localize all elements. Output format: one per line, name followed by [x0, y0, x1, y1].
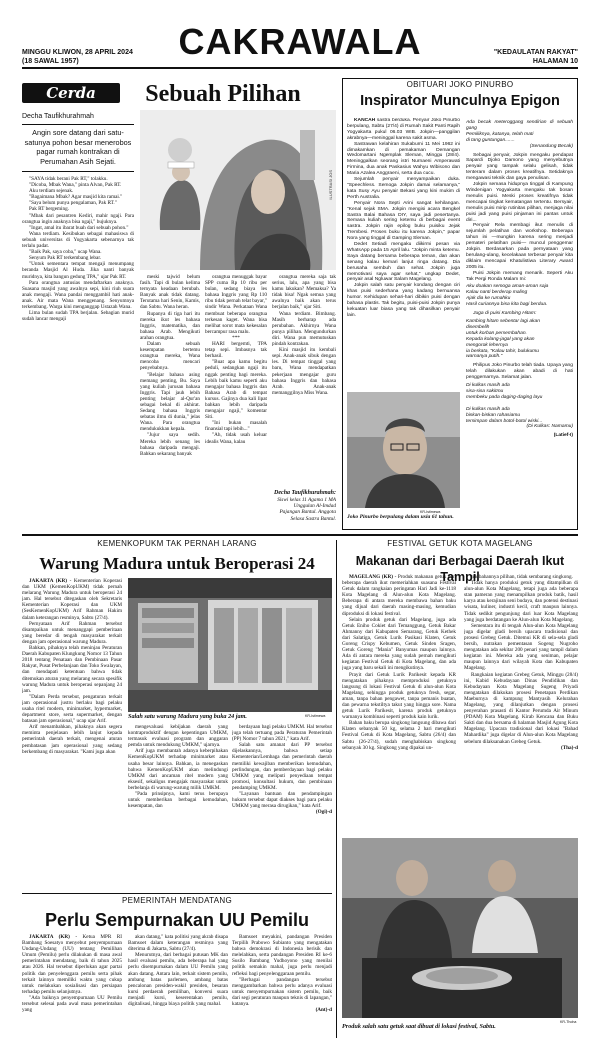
paragraph: "Baik Pak, saya coba," ucap Wana.	[29, 249, 102, 256]
paragraph: mengevaluasi kebijakan daerah yang kontraproduktif dengan kepentingan UMKM, termasuk evaluasi program dan anggaran pemda untuk mendukung UMKM," ujarnya.	[128, 724, 228, 749]
pemilu-column-1	[22, 934, 122, 1038]
poem-line: di tang guntungan.......	[466, 137, 515, 143]
paragraph: "Ingat, amal itu ibarat buah dari sebuah pohon."	[29, 224, 129, 231]
paragraph: JAKARTA (KR) - Ketua MPR RI Bambang Soesatyo menyebut penyempurnaan Undang-Undang (UU) tentang Pemilihan Umum (Pemilu) perlu dilakukan di masa awal pemerintahan mendatang, baik di tahun 2025 atau 2026. Hal tersebut diperlukan agar partai politik dan penyelenggara pemilu serta pihak terkait lainnya memiliki waktu yang cukup untuk melakukan sosialisasi dan persiapan terhadap pemilu selanjutnya.	[22, 934, 122, 995]
paragraph: Philipus Joko Pinurbo telah tiada. Upaya yang telah dilakukan akan abadi di hati penggemarnya. Selamat jalan.	[466, 363, 573, 381]
poem-line: warnanya putih."	[466, 354, 503, 360]
poem-line: membeku pada daging-daging layu	[466, 394, 543, 400]
cerpen-illustration	[140, 110, 336, 270]
paragraph: Sebagai penyair, Jokpin mengaku pendapat Sapardi Djoko Damono yang menyebutnya penyair yang tampak selalu gelisah, tidak tenteram dalam proses kreatifnya. Setidaknya mengawasi teknik dan gaya penulisan.	[466, 152, 573, 182]
paragraph: Selain produk getuk dari Magelang, juga ada Getuk Eniho Cokiet dari Temanggung, Getuk Bakar Ahmanny dari Kabupaten Semarang, Getuk Kethek dari Salatiga, Getuk Lurik Pasikasi Klaten, Getuk Goreng Crispy Kebumen, Getuk Sinden Sragen, Getuk Goreng "Mania" Banyumas maupun lainnya. Ada di antara mereka yang sudah pernah mengikuti kegiatan Festival Getuk di Kota Magelang, dan ada juga yang baru sekali ini mengikutinya.	[342, 616, 456, 672]
warung-storefront-image	[128, 578, 332, 712]
poem-line: Pemiliknya, katanya, telah mati	[466, 131, 534, 137]
poem-block	[466, 284, 573, 308]
festival-column-2	[464, 574, 578, 834]
jokpin-photo-caption: Joko Pinurbo berpulang dalam usia 61 tahun.	[347, 514, 454, 520]
paragraph: KANCAH sastra berduka. Penyair Joko Pinurbo berpulang, Sabtu (27/4) di Rumah Sakit Panti Rapih Yogyakarta pukul 06.03 WIB. Jokpin—panggilan akrabnya—meninggal karena sakit asma.	[347, 118, 460, 141]
portrait-image	[347, 392, 460, 508]
jokpin-photo	[347, 392, 460, 508]
pemilu-rule	[22, 893, 332, 894]
paragraph: Puisi Jokpin memang menarik. Seperti Aku Tak Pergi Ronda Malam Ini:	[466, 270, 573, 282]
festival-title: Makanan dari Berbagai Daerah Ikut Tampil	[355, 554, 565, 584]
poem-block	[466, 319, 573, 360]
byline-bio: Siswi kelas 11 Agama 1 MA Unggulan Al-Imdad Pajangan Bantul. Anggota Selasa Sastra Bantul.	[277, 497, 336, 522]
poem-line: Ada becak meteroggang sendirian di sebuah gang	[466, 120, 573, 131]
paragraph: "SAYA tidak berani Pak RT," tolakku.	[29, 176, 108, 182]
header-rule	[22, 67, 578, 69]
paragraph: (Ogi)-d	[315, 809, 332, 816]
warung-photo-credit: KR-Istimewa	[305, 714, 326, 718]
festival-photo-credit: KR-Thoha	[560, 1020, 577, 1024]
paragraph: Wana terdiam. Bimbang. Masih berharap ada perubahan. Akhirnya Wana punya pilihan. Mengundurkan diri. Wana pun memutuskan pindah kontrakan.	[272, 310, 336, 348]
paragraph: ***	[232, 334, 240, 341]
warung-column-3	[232, 724, 332, 890]
paragraph: "Jujur saya sedih. Mereka lebih senang les bahasa daripada mengaji. Bahkan sekarang banyak	[140, 432, 200, 457]
festival-photo-caption: Produk salah satu getuk saat dibuat di lokasi festival, Sabtu.	[342, 1023, 496, 1030]
mid-rule	[22, 534, 578, 536]
paragraph: Lima bulan sudah TPA berjalan. Sebagian murid sudah lancar mengaji	[22, 310, 134, 323]
cerpen-pullquote: Angin sore datang dari satu-satunya pohon besar menerobos pagar rumah kontrakan di Perumahan Asih Sejati.	[24, 128, 132, 166]
byline-name: Decha Taufikhurahmah:	[274, 490, 336, 496]
hijab-woman-illustration	[140, 110, 336, 270]
paragraph: (Tha)-d	[560, 744, 578, 751]
paragraph: Jokpin salah satu penyair kondang dengan ciri khas puisi sederhana yang kadang bernuansa humor. Kehidupan sehari-hari dibikin puisi dengan bahasa plastis. Tak begitu, puisi-puisi Jokpin punya kekuatan luar biasa yang tak dihasilkan penyair lain.	[347, 283, 460, 318]
poem-line: Kalau nanti berderap maling	[466, 290, 528, 296]
pemilu-title: Perlu Sempurnakan UU Pemilu	[44, 910, 310, 930]
getuk-making-image	[342, 838, 578, 1018]
cerpen-logo-box	[22, 83, 120, 103]
paragraph: "Untuk sementara tempat mengaji menumpang beranda Masjid Al Huda. Jika nanti banyak muridnya, kita bangun gedung TPA," ujar Pak RT.	[22, 261, 134, 280]
pemilu-column-2	[128, 934, 228, 1038]
obituary-column-1	[347, 118, 460, 386]
paragraph: HARI bergemti, TPA tetap sepi. Imbasnya tak berhasil.	[205, 341, 267, 360]
paragraph: Pernyataan Arif Rahman tersebut disampaikan untuk menanggapi pemberitaan yang beredar di tengah masyarakat terkait dengan jam operasional warung Madura.	[22, 620, 122, 645]
date-line: MINGGU KLIWON, 28 APRIL 2024	[22, 49, 133, 56]
obituary-kicker: OBITUARI JOKO PINURBO	[406, 80, 514, 89]
poem-line: disembelih	[466, 324, 490, 330]
paragraph: Dalam sebuah kesempatan bertemu orangtua mereka, Wana mencoba mencari penyebabnya.	[140, 341, 200, 372]
warung-column-2	[128, 724, 228, 890]
paragraph: Para orangtua antusias mendaftarkan anaknya. Suasana masjid yang awalnya sepi, kini riuh suara anak mengaji. Wana pandai menggambil hati anak-anak. Air mata Wana menggenang. Senyumnya terkembang. Warga kini menganggap Ustazah Wana.	[22, 279, 134, 310]
poem-line: Hasil curiannya bisa kita bagi berdua.	[466, 302, 548, 308]
paragraph: "Mbak dari pesantren Kediri, mahir ngaji. Para orangtua ingin anaknya bisa ngaji," bujuknya.	[22, 212, 134, 225]
paragraph: Senyum Pak RT terkembang lebar.	[29, 255, 102, 262]
paragraph: "Dalam Perda tersebut, pengaturan terkait jam operasional justru berlaku bagi pelaku usaha ritel modern, minimarket, hypermarket, department store, serta supermarket, dengan batasan jam operasional," ucap ujar Arif.	[22, 693, 122, 725]
poem-line: mengorok lehernya	[466, 342, 508, 348]
cerpen-column-1	[22, 176, 134, 528]
paragraph: "Belajar bahasa asing memang penting, Bu. Saya yang kuliah jurusan bahasa Inggris. Tapi jauh lebih penting belajar al-Qur'an sebagai bekal di akhirat. Sedang bahasa Inggris sebatas ilmu di dunia," jelas Wana. Para orangtua mendukukkan kepala.	[140, 371, 200, 433]
paragraph: "Bagaimana Mbak? Agar masjid kita ramai."	[29, 194, 123, 201]
poem-line: Aku doakan semoga aman-aman saja	[466, 284, 549, 290]
masthead: CAKRAWALA	[178, 21, 422, 62]
paragraph: Aku terdiam sejenak.	[29, 188, 74, 195]
poem-line: (Di Kulkas: Namamu)	[526, 424, 573, 430]
header-page-block	[494, 48, 578, 66]
cerpen-author-line: Decha Taufikhurahmah	[22, 113, 94, 120]
paragraph: Dedet Setiadi mengaku diikirmi pesan via WhatsApp pada 15 April lalu. "Jokpin minta ketemu. Saya datang bersama beberapa teman, dan akan senang kalau kemari lanjut ringa datang. Dia berusaha sembuh dan sehat. Jokpin juga memotivasi saya agar sehat," ungkap Dedet, penyair asal Ngluwar Salam Magelang.	[347, 242, 460, 283]
festival-photo	[342, 838, 578, 1018]
paragraph: akan datang," kata politisi yang akrab disapa Bamsoet dalam keterangan resminya yang diterima di Jakarta, Sabtu (27/4).	[128, 934, 228, 953]
paragraph: orangtua menuggak bayar SPP cuma Rp 10 ribu per bulan, sedang biaya les bahasa Inggris yang Rp 110 ribu tidak pernah telat bayar," sindir Wana. Perkataan Wana membuat beberapa orangtua terkesan kaget. Wana bisa melihat sorot mata kekesalan bercampur rasa malu.	[205, 274, 267, 335]
poem-line: Di kulkas masih ada	[466, 406, 510, 412]
warung-photo-caption: Salah satu warung Madura yang buka 24 jam.	[128, 713, 247, 720]
paragraph: orangtua mereka saja tak serius, lalu, apa yang bisa kamu lakukan? Memaksa? Ya tidak bisa! Ngak semua yang awalnya baik akan terus berjalan baik," ujar Siti.	[272, 274, 336, 311]
paragraph: Menurutnya, dari berbagai putusan MK dan hasil evaluasi pemilu, ada beberapa hal yang perlu disempurnakan dalam UU Pemilu yang akan datang. Antara lain, terkait sistem pemilu, ambang batas parlemen, ambang batas pencalonan presiden-wakil presiden, besaran kursi perdaerah pemilihan, konversi suara menjadi kursi, keserentakan pemilu, digitalisasi, hingga biaya politik yang mahal.	[128, 952, 228, 1008]
poem-line: biskan-biskan rahasiamu	[466, 412, 521, 418]
paragraph: Arif juga membantah adanya keberpihakan KemenKopUKM terhadap minimarket atau usaha besar lainnya. Bahkan, ia menegaskan bahwa KemenKopUKM akan melindungi UMKM dari ancaman ritel modern yang eksesif, sekaligus mengajak masyarakat untuk berbelanja di warung-warung milik UMKM.	[128, 748, 228, 791]
paragraph: Rangkaian kegiatan Grebeg Getuk, Minggu (28/4) ini, Kabid Kebudayaan Dinas Pendidikan dan Kebudayaan Kota Magelang Sugeng Priyadi mengatakan dilakukan prosesi Penetapan Perdikan Maeburnya di kampung Mantyasih Kelurahan Magelang, yang dilanjutkan dengan prosesi penyerahan prasasti di Kantor Perumda Air Minum (PDAM) Kota Magelang. Kirab Kencana dan Buku Sakti dan dua bersama di halaman Masjid Agung Kota Magelang. Upacara tradisional dari lokasi "Bahad Mahardika" juga digelar di Alun-alun Kota Magelang sebelum dilaksanakan Grebeg Getuk.	[464, 671, 578, 745]
paragraph: meski tajwid belum fasih. Tapi di bulan kelima ternyata keadaan berubah. Banyak anak tidak datang. Terutama hari Senin, Kamis, dan Sabtu. Wana heran.	[140, 274, 200, 311]
paragraph: (Ant)-d	[315, 1007, 332, 1014]
paragraph: "Buat apa kamu begitu peduli, sedangkan ngaji itu nggak penting bagi mereka. Lebih baik kamu seperti aku mengajar bahasa Inggris dan Bahasa Arab di tempat kursus. Gajinya dua kali lipat bahkan lebih daripada mengajar ngaji," komentar Siti.	[205, 359, 267, 421]
cerpen-column-2	[140, 274, 200, 528]
pullquote-rule-top	[22, 124, 134, 125]
poem-line: sisa-sisa sakitmu	[466, 388, 504, 394]
jokpin-photo-credit: KR-Istimewa	[420, 510, 441, 514]
paragraph: Penyair Rela membagi ikut menulis di sejumlah pelatihan dan workshop. Beberapa tahun ini —mungkin karena sering menjadi pemateri pelatihan puisi— muncul penggemar Jokpin. Berdasarkan pada pernyataan yang berulang-ulang, kecelakaan terbesar penyair kita diklaim mencapai Khatulistiwa Literary Award 2005 itu.	[466, 223, 573, 270]
pemilu-column-3	[232, 934, 332, 1038]
paragraph: Prayit dari Getuk Lurik Parikesit kepada KR mengatakan pihaknya memproduksi getuknya langsung di lokasi Festival Getuk di alun-alun Kota Magelang, sehingga produk getuknya fresh, segar, aman, tanpa bahan pengawet, tanpa pemanis buatan, dan pewarna tekstiltya takut yang hingga sore. Nama getuk Lurik Parikesit, karena produk getuknya warnanya kombinasi seperti produk kain lurik.	[342, 671, 456, 721]
paragraph: tuk bahannya pilihan, tidak sembarang singkong.	[471, 574, 573, 580]
poem-line: Di kulkas masih ada	[466, 383, 510, 389]
obituary-title: Inspirator Munculnya Epigon	[360, 93, 560, 109]
paragraph: "Ah, tidak usah keluar idealis Wana, kalau	[205, 432, 267, 445]
pullquote-rule-bottom	[22, 171, 134, 172]
poem-block	[466, 120, 573, 150]
paragraph: JAKARTA (KR) - Kementerian Koperasi dan UKM (KemenKopUKM) tidak pernah melarang Warung Madura untuk beroperasi 24 jam. Hal tersebut ditegaskan oleh Sekretaris Kementerian Koperasi dan UKM (SesKemenKopUKM) Arif Rahman Hakim dalam keterangan resminya, Sabtu (27/4).	[22, 578, 122, 621]
paragraph: Wana terdiam. Kesibukan sebagai mahasiswa di sebuah universitas di Yogyakarta sebenarnya tak terlalu padat.	[22, 230, 134, 250]
paragraph: "Ada baiknya penyempurnaan UU Pemilu tersebut selesai pada awal masa pemerintahan yang	[22, 994, 122, 1014]
motto: "KEDAULATAN RAKYAT"	[493, 49, 578, 56]
poem-line: Kepada kolang-jagal yang akan	[466, 336, 535, 342]
paragraph: Penyair Nora Septi Arini sangat kehilangan. "Kenal sejak SMA. Jokpin mengisi acara Bengkel Sastra Balai Bahasa DIY, saya jadi pesertanya. Semasa kuliah sering ketemu di berbagai event sastra. Jokpin rajin epilog buku puisiku Jejak Trembesi. Proses buku itu karena Jokpin," papar Nora yang tinggal di Gamping Sleman.	[347, 200, 460, 242]
paragraph: "Layanan bantuan dan pendampingan hukum tersebut dapat diakses bagi para pelaku UMKM yang merasa dirugikan," kata Arif.	[232, 791, 332, 810]
pemilu-kicker: PEMERINTAH MENDATANG	[121, 896, 232, 905]
warung-title: Warung Madura untuk Beroperasi 24	[39, 554, 315, 573]
paragraph: "Pada prinsipnya, kami terus berupaya untuk memberikan berbagai kemudahan, kesempatan, dan	[128, 791, 228, 810]
vertical-divider	[336, 540, 337, 1038]
page-number: HALAMAN 10	[532, 58, 578, 65]
paragraph: "Ini bukan masalah finansial tapi lebih..."	[205, 420, 267, 433]
warung-column-1	[22, 578, 122, 890]
paragraph: Tidak hanya produksi getuk yang ditampilkan di alun-alun Kota Magelang, tetapi juga ada beberapa stan pameran yang menampilkan produk batik, hasil karya atau kerajinan seni budaya, dan potensi destinasi wisata, kuliner, industri kecil, craft maupun lainnya. Tidak sedikit pengunjung dari luar Kota Magelang yang juga berdatangan ke Alun-alun Kota Magelang.	[464, 580, 578, 623]
poem-line: ia berkata, "Kalau tahir, bulukumu	[466, 348, 539, 354]
cerpen-column-4	[272, 274, 336, 488]
paragraph: Kini masjid itu kembali sepi. Anak-anak sibuk dengan les. Di tempat tinggal yang baru, Wana mendapatkan pekerjaan mengajar guru bahasa Inggris dan bahasa Arab. Anak-anak memanggilnya Miss Wana.	[272, 347, 336, 396]
paragraph: (Latief-I)	[553, 433, 573, 439]
paragraph: berdayaan bagi pelaku UMKM. Hal tersebut juga telah tertuang pada Peraturan Pemerintah (PP) Nomor 7 tahun 2021," kata Arif.	[232, 724, 332, 743]
hijri-line: (18 SAWAL 1957)	[22, 58, 79, 65]
poem-line: Kambing hitam sebentar lagi akan	[466, 319, 540, 324]
paragraph: Salah satu amanat dari PP tersebut dijelaskannya, bahwa setiap Kementerian/Lembaga dan pemerintah daerah memiliki kewajiban memberikan kemudahan, perlindungan, dan pemberdayaan bagi pelaku UMKM yang meliputi penyediaan tempat promosi, konsultasi hukum, dan pembinaan pendamping UMKM.	[232, 742, 332, 791]
poem-line: (Senandung Becak)	[529, 143, 573, 149]
paragraph: "Saya belum punya pengalaman, Pak RT."	[29, 200, 117, 207]
paragraph: Sastrawan kelahiran Sukabumi 11 Mei 1962 ini dimakamkan di pemakaman Demangan Wedomartani Ngemplak Sleman, Minggu (28/4). Meninggalkan seorang istri Nurnaeni Amperawati Firmina, dua anak Paskasius Wahyu Wibisono dan Maria Azalea Anggraeni, serta dua cucu.	[347, 141, 460, 177]
paragraph: "Dicoba, Mbak Wana," pinta Alvan, Pak RT.	[29, 182, 122, 189]
paragraph: Rupanya di tiga hari itu mereka ikut les bahasa Inggris, matematika, dan bahasa Arab. Mengikuti arahan orangtua.	[140, 310, 200, 341]
paragraph: Juga di puisi Kambing Hitam:	[473, 311, 537, 317]
cerpen-column-3	[205, 274, 267, 528]
paragraph: "Berbagai pandangan tersebut menggambarkan bahwa perlu adanya evaluasi untuk menyempurnakan sistem pemilu, baik dari segi peraturan maupun teknis di lapangan," katanya.	[232, 976, 332, 1008]
poem-line: tersimpan dalam botol-botol wiski...	[466, 418, 543, 424]
poem-block	[466, 383, 573, 430]
paragraph: Sementara itu di tengah Alun-alun Kota Magelang juga digelar gladi bersih upacara tradisional dan prosesi Grebeg Getuk. Ditemui KR di sela-sela gladi bersih, nutrakan pementasan Sogeng Nugroho mengatakan ada sekitar 200 penari yang tampil dalam kegiatan ini. Mereka ada yang seniman, pelajar maupun lainnya dari wilayah Kota dan Kabupaten Magelang.	[464, 622, 578, 672]
paragraph: Bahan baku berupa singkong langsung dibawa dari Klaten sebanyak 50 kg, selama 2 hari mengikuti Festival Getuk di Kota Magelang, Sabtu (26/4) dan Sabtu (26-27/4), sudah menghabiskan singkong sebanyak 30 kg. Singkong yang dipakai un-	[342, 720, 456, 751]
paragraph: Bahkan, pihaknya telah meninjau Peraturan Daerah Kabupaten Klungkung Nomor 13 Tahun 2018 tentang Penataan dan Pembinaan Pasar Rakyat, Pusat Perbelanjaan dan Toko Swalayan, dan mendapati ketentuan bahwa tidak ditemukan aturan yang melarang secara spesifik warung Madura untuk beroperasi sepanjang 24 jam.	[22, 645, 122, 694]
warung-kicker: KEMENKOPUKM TAK PERNAH LARANG	[97, 539, 257, 548]
paragraph: Sejumlah penyair menyampaikan duka. "Speechless. Semoga Jokpin damai selamanya," kata Susy Ayu penyair Bekasi yang kini mukim di Perth Australia.	[347, 177, 460, 200]
cerpen-logo: Cerda	[46, 84, 96, 102]
festival-column-1	[342, 574, 456, 834]
illustration-credit: ILUSTRASI JOS	[327, 170, 333, 200]
paragraph: Jokpin semasa hidupnya tinggal di Kampung Windenigan Yogyakarta mengaku tak bosan menulis puisi. Meski proses kreatifnya tidak mencapai tingkat kematangan tertentu. Bersyair, menulis puisi mirip rutinitas pilihan, menjaga nilai puisi jadi yang puisi pinjaman ini pantas untuk diri...	[466, 182, 573, 223]
warung-photo	[128, 578, 332, 712]
paragraph: MAGELANG (KR) - Produk makanan getuk dari beberapa daerah ikut memeriahkan suasana Festival Getuk dalam rangkaian peringatan Hari Jadi ke-1118 Kota Magelang di Alun-alun Kota Magelang. Beberapa di antara mereka membawa bahan baku yang dijual dari daerah masing-masing, kemudian diproduksi di lokasi festival.	[342, 574, 456, 617]
poem-line: Ajak dia ke rumahku	[466, 296, 511, 302]
cerpen-title: Sebuah Pilihan	[145, 81, 301, 107]
paragraph: Arif menambahkan, pihaknya akan segera meminta penjelasan lebih lanjut kepada pemerintah daerah terkait, mengenai aturan pembatasan jam operasional yang sedang berkembang di masyarakat. "Kami juga akan	[22, 724, 122, 755]
festival-kicker: FESTIVAL GETUK KOTA MAGELANG	[387, 539, 533, 548]
paragraph: Pak RT bergeming.	[29, 206, 69, 213]
obituary-column-2	[466, 118, 573, 528]
poem-line: untuk korban persembahan.	[466, 330, 527, 336]
cerpen-byline	[272, 490, 336, 522]
paragraph: Bamsoet meyakini, pandangan Presiden Terpilih Prabowo Subianto yang mengatakan bahwa demokrasi di Indonesia berisik dan melelahkan, serta pandangan Presiden RI ke-6 Susilo Bambang Yudhoyono yang menilai politik semakin mahal, juga perlu menjadi refleksi bagi penyelenggaraan pemilu.	[232, 934, 332, 977]
